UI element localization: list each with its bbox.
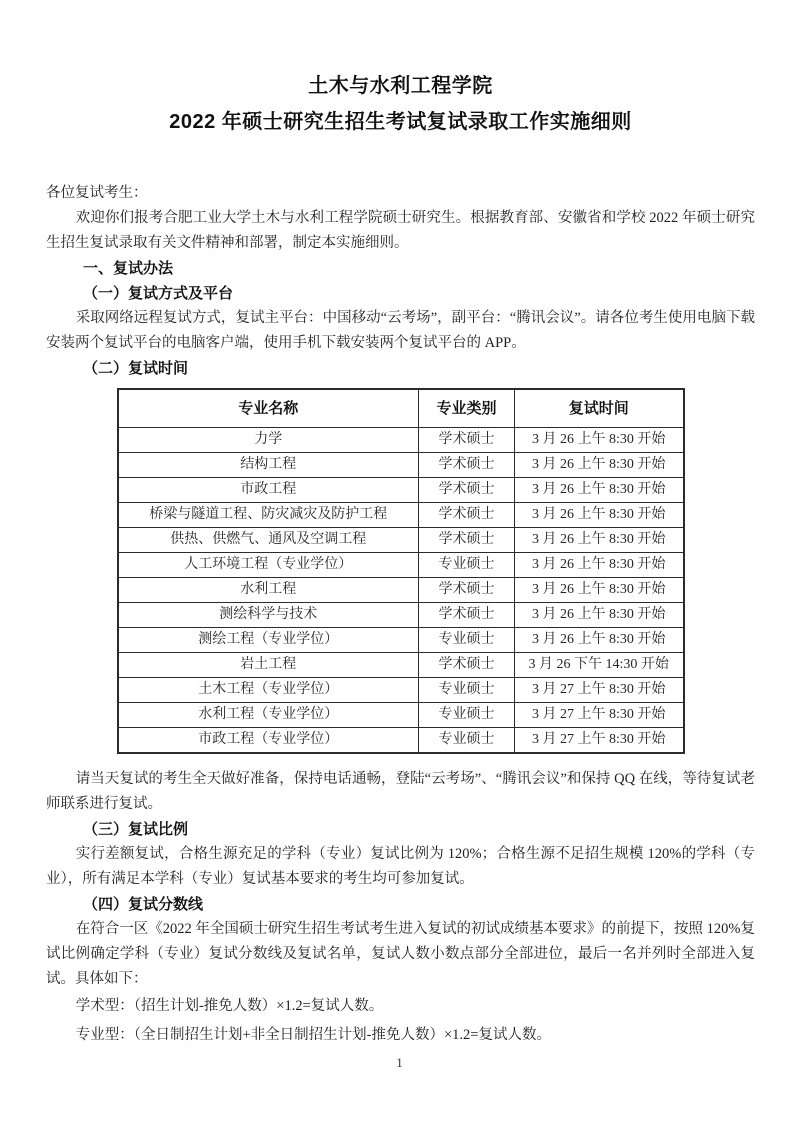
- table-row: [118, 628, 684, 653]
- table-cell: 力学: [118, 428, 419, 453]
- paragraph-score-line: 在符合一区《2022 年全国硕士研究生招生考试考生进入复试的初试成绩基本要求》的前提下，按照 120%复试比例确定学科（专业）复试分数线及复试名单，复试人数小数点部分全部进位，最后一名并列时全部进入复试。具体如下：: [46, 921, 755, 987]
- table-cell: 3 月 26 上午 8:30 开始: [515, 578, 684, 603]
- table-cell: 学术硕士: [419, 578, 515, 603]
- paragraph-reexam-platform: 采取网络远程复试方式，复试主平台：中国移动“云考场”，副平台：“腾讯会议”。请各位考生使用电脑下载安装两个复试平台的电脑客户端，使用手机下载安装两个复试平台的 APP。: [46, 310, 755, 351]
- paragraph-reexam-ratio: 实行差额复试，合格生源充足的学科（专业）复试比例为 120%；合格生源不足招生规模 120%的学科（专业），所有满足本学科（专业）复试基本要求的考生均可参加复试。: [46, 846, 755, 887]
- table-cell: 学术硕士: [419, 503, 515, 528]
- table-cell: 专业硕士: [419, 553, 515, 578]
- table-cell: 3 月 26 上午 8:30 开始: [515, 503, 684, 528]
- subheading-reexam-platform: （一）复试方式及平台: [83, 285, 234, 302]
- table-cell: 结构工程: [118, 453, 419, 478]
- table-cell: 3 月 26 上午 8:30 开始: [515, 553, 684, 578]
- table-cell: 专业硕士: [419, 703, 515, 728]
- col-header-major-name: 专业名称: [118, 389, 419, 428]
- table-cell: 土木工程（专业学位）: [118, 678, 419, 703]
- table-cell: 供热、供燃气、通风及空调工程: [118, 528, 419, 553]
- table-row: [118, 453, 684, 478]
- formula-academic: 学术型：（招生计划-推免人数）×1.2=复试人数。: [75, 998, 384, 1014]
- table-cell: 专业硕士: [419, 728, 515, 754]
- table-cell: 桥梁与隧道工程、防灾减灾及防护工程: [118, 503, 419, 528]
- col-header-reexam-time: 复试时间: [515, 389, 684, 428]
- table-row: [118, 553, 684, 578]
- doc-title: [46, 68, 755, 140]
- subheading-reexam-ratio: （三）复试比例: [83, 821, 189, 838]
- table-cell: 3 月 26 上午 8:30 开始: [515, 603, 684, 628]
- formula-professional: 专业型：（全日制招生计划+非全日制招生计划-推免人数）×1.2=复试人数。: [75, 1027, 551, 1043]
- page-number: 1: [396, 1055, 403, 1070]
- table-cell: 3 月 26 下午 14:30 开始: [515, 653, 684, 678]
- table-cell: 3 月 26 上午 8:30 开始: [515, 478, 684, 503]
- paragraph-reexam-day-note: 请当天复试的考生全天做好准备，保持电话通畅，登陆“云考场”、“腾讯会议”和保持 QQ 在线，等待复试老师联系进行复试。: [46, 771, 755, 812]
- table-cell: 3 月 27 上午 8:30 开始: [515, 678, 684, 703]
- table-cell: 专业硕士: [419, 628, 515, 653]
- table-cell: 3 月 26 上午 8:30 开始: [515, 528, 684, 553]
- table-cell: 3 月 26 上午 8:30 开始: [515, 428, 684, 453]
- col-header-major-type: 专业类别: [419, 389, 515, 428]
- table-row: [118, 603, 684, 628]
- table-cell: 3 月 26 上午 8:30 开始: [515, 628, 684, 653]
- table-row: [118, 428, 684, 453]
- table-cell: 水利工程: [118, 578, 419, 603]
- table-cell: 人工环境工程（专业学位）: [118, 553, 419, 578]
- table-cell: 学术硕士: [419, 528, 515, 553]
- table-row: [118, 653, 684, 678]
- subheading-score-line: （四）复试分数线: [83, 896, 204, 913]
- table-cell: 测绘工程（专业学位）: [118, 628, 419, 653]
- table-row: [118, 478, 684, 503]
- table-cell: 3 月 26 上午 8:30 开始: [515, 453, 684, 478]
- doc-title-line2: 2022 年硕士研究生招生考试复试录取工作实施细则: [169, 111, 632, 133]
- table-cell: 岩土工程: [118, 653, 419, 678]
- table-body: [118, 428, 684, 754]
- table-cell: 水利工程（专业学位）: [118, 703, 419, 728]
- salutation: 各位复试考生：: [46, 185, 148, 201]
- table-cell: 测绘科学与技术: [118, 603, 419, 628]
- table-cell: 市政工程（专业学位）: [118, 728, 419, 754]
- table-cell: 学术硕士: [419, 453, 515, 478]
- table-cell: 3 月 27 上午 8:30 开始: [515, 728, 684, 754]
- reexam-schedule-table: [117, 388, 685, 754]
- table-cell: 学术硕士: [419, 428, 515, 453]
- table-header-row: [118, 389, 684, 428]
- table-row: [118, 703, 684, 728]
- table-row: [118, 728, 684, 754]
- table-cell: 市政工程: [118, 478, 419, 503]
- subheading-reexam-time: （二）复试时间: [83, 360, 189, 377]
- table-cell: 学术硕士: [419, 478, 515, 503]
- table-cell: 3 月 27 上午 8:30 开始: [515, 703, 684, 728]
- table-cell: 专业硕士: [419, 678, 515, 703]
- table-row: [118, 578, 684, 603]
- table-row: [118, 503, 684, 528]
- table-row: [118, 528, 684, 553]
- section-heading-reexam-method: 一、复试办法: [83, 260, 174, 277]
- intro-paragraph: 欢迎你们报考合肥工业大学土木与水利工程学院硕士研究生。根据教育部、安徽省和学校 2022 年硕士研究生招生复试录取有关文件精神和部署，制定本实施细则。: [46, 210, 755, 251]
- doc-title-line1: 土木与水利工程学院: [308, 75, 493, 97]
- table-cell: 学术硕士: [419, 603, 515, 628]
- table-row: [118, 678, 684, 703]
- table-cell: 学术硕士: [419, 653, 515, 678]
